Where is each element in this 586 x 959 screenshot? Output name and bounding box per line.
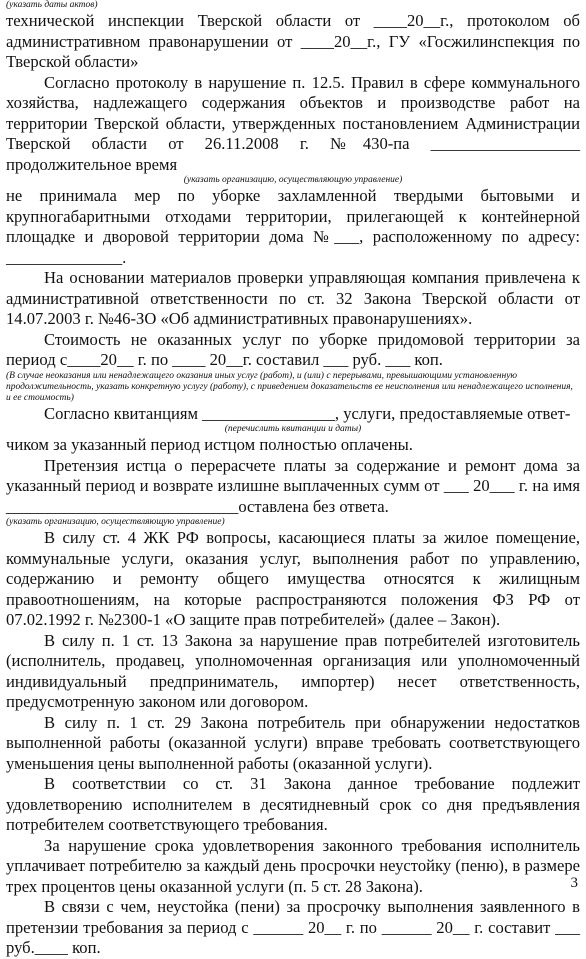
page-number: 3 — [570, 875, 578, 891]
paragraph-article-31: В соответствии со ст. 31 Закона данное требование подлежит удовлетворению исполнителем в десятидневный срок со дня предъявления потребителем соответствующего требования. — [6, 774, 580, 834]
paragraph-housing-code: В силу ст. 4 ЖК РФ вопросы, касающиеся платы за жилое помещение, коммунальные услуги, оказания услуг, выполнения работ по управлению, содержанию и ремонту общего имущества относятся к жилищным правоотношениям, на которые распространяются положения ФЗ РФ от 07.02.1992 г. №2300-1 «О защите прав потребителей» (далее – Закон). — [6, 528, 580, 629]
paragraph-claim: Претензия истца о перерасчете платы за содержание и ремонт дома за указанный период и возврате излишне выплаченных сумм от ___ 20___ г. на имя ____________________________оставлена без ответа. — [6, 455, 580, 516]
document-page — [6, 0, 580, 959]
note-receipts: (перечислить квитанции и даты) — [224, 424, 362, 434]
note-organization: (указать организацию, осуществляющую управление) — [183, 175, 403, 185]
paragraph-article-13: В силу п. 1 ст. 13 Закона за нарушение прав потребителей изготовитель (исполнитель, продавец, уполномоченная организация или уполномоченный индивидуальный предприниматель, импортер) несет ответственность, предусмотренную законом или договором. — [6, 630, 580, 711]
note-services: (В случае неоказания или ненадлежащего оказания иных услуг (работ), и (или) с перерывами, превышающими установленную продолжительность, указать конкретную услугу (работу), с приведением доказательств ее неисполнения или ненадлежащего исполнения, и ее стоимость) — [6, 370, 573, 403]
paragraph-receipts: Согласно квитанциям ________________, услуги, предоставляемые ответ- — [44, 403, 571, 423]
paragraph-penalty-amount: В связи с чем, неустойка (пени) за просрочку выполнения заявленного в претензии требования за период с ______ 20__ г. по ______ 20__ г. составит ___ руб.____ коп. — [6, 897, 580, 957]
paragraph-inspection: технической инспекции Тверской области от ____20__г., протоколом об административном правонарушении от ____20__г., ГУ «Госжилинспекция по Тверской области» — [6, 11, 580, 71]
paragraph-paid: чиком за указанный период истцом полностью оплачены. — [6, 435, 413, 454]
paragraph-protocol: Согласно протоколу в нарушение п. 12.5. Правил в сфере коммунального хозяйства, надлежащего содержания объектов и производстве работ на территории Тверской области, утвержденных постановлением Администрации Тверской области от 26.11.2008 г. №430-па __________________ продолжительное время — [6, 72, 580, 174]
paragraph-penalty: За нарушение срока удовлетворения законного требования исполнитель уплачивает потребителю за каждый день просрочки неустойку (пеню), в размере трех процентов цены оказанной услуги (п. 5 ст. 28 Закона). — [6, 835, 580, 896]
paragraph-no-cleaning: не принимала мер по уборке захламленной твердыми бытовыми и крупногабаритными отходами территории, прилегающей к контейнерной площадке и дворовой территории дома №___, расположенному по адресу: ______________. — [6, 186, 580, 267]
note-act-dates: (указать даты актов) — [6, 0, 98, 10]
paragraph-article-29: В силу п. 1 ст. 29 Закона потребитель при обнаружении недостатков выполненной работы (оказанной услуги) вправе требовать соответствующего уменьшения цены выполненной работы (оказанной услуги). — [6, 712, 580, 773]
paragraph-liability: На основании материалов проверки управляющая компания привлечена к административной ответственности по ст. 32 Закона Тверской области от 14.07.2003 г. №46-ЗО «Об административных правонарушениях». — [6, 268, 580, 328]
note-management-org: (указать организацию, осуществляющую управление) — [6, 517, 225, 527]
paragraph-cost: Стоимость не оказанных услуг по уборке придомовой территории за период с____20__ г. по ____ 20__г. составил ___ руб. ___ коп. — [6, 329, 580, 369]
